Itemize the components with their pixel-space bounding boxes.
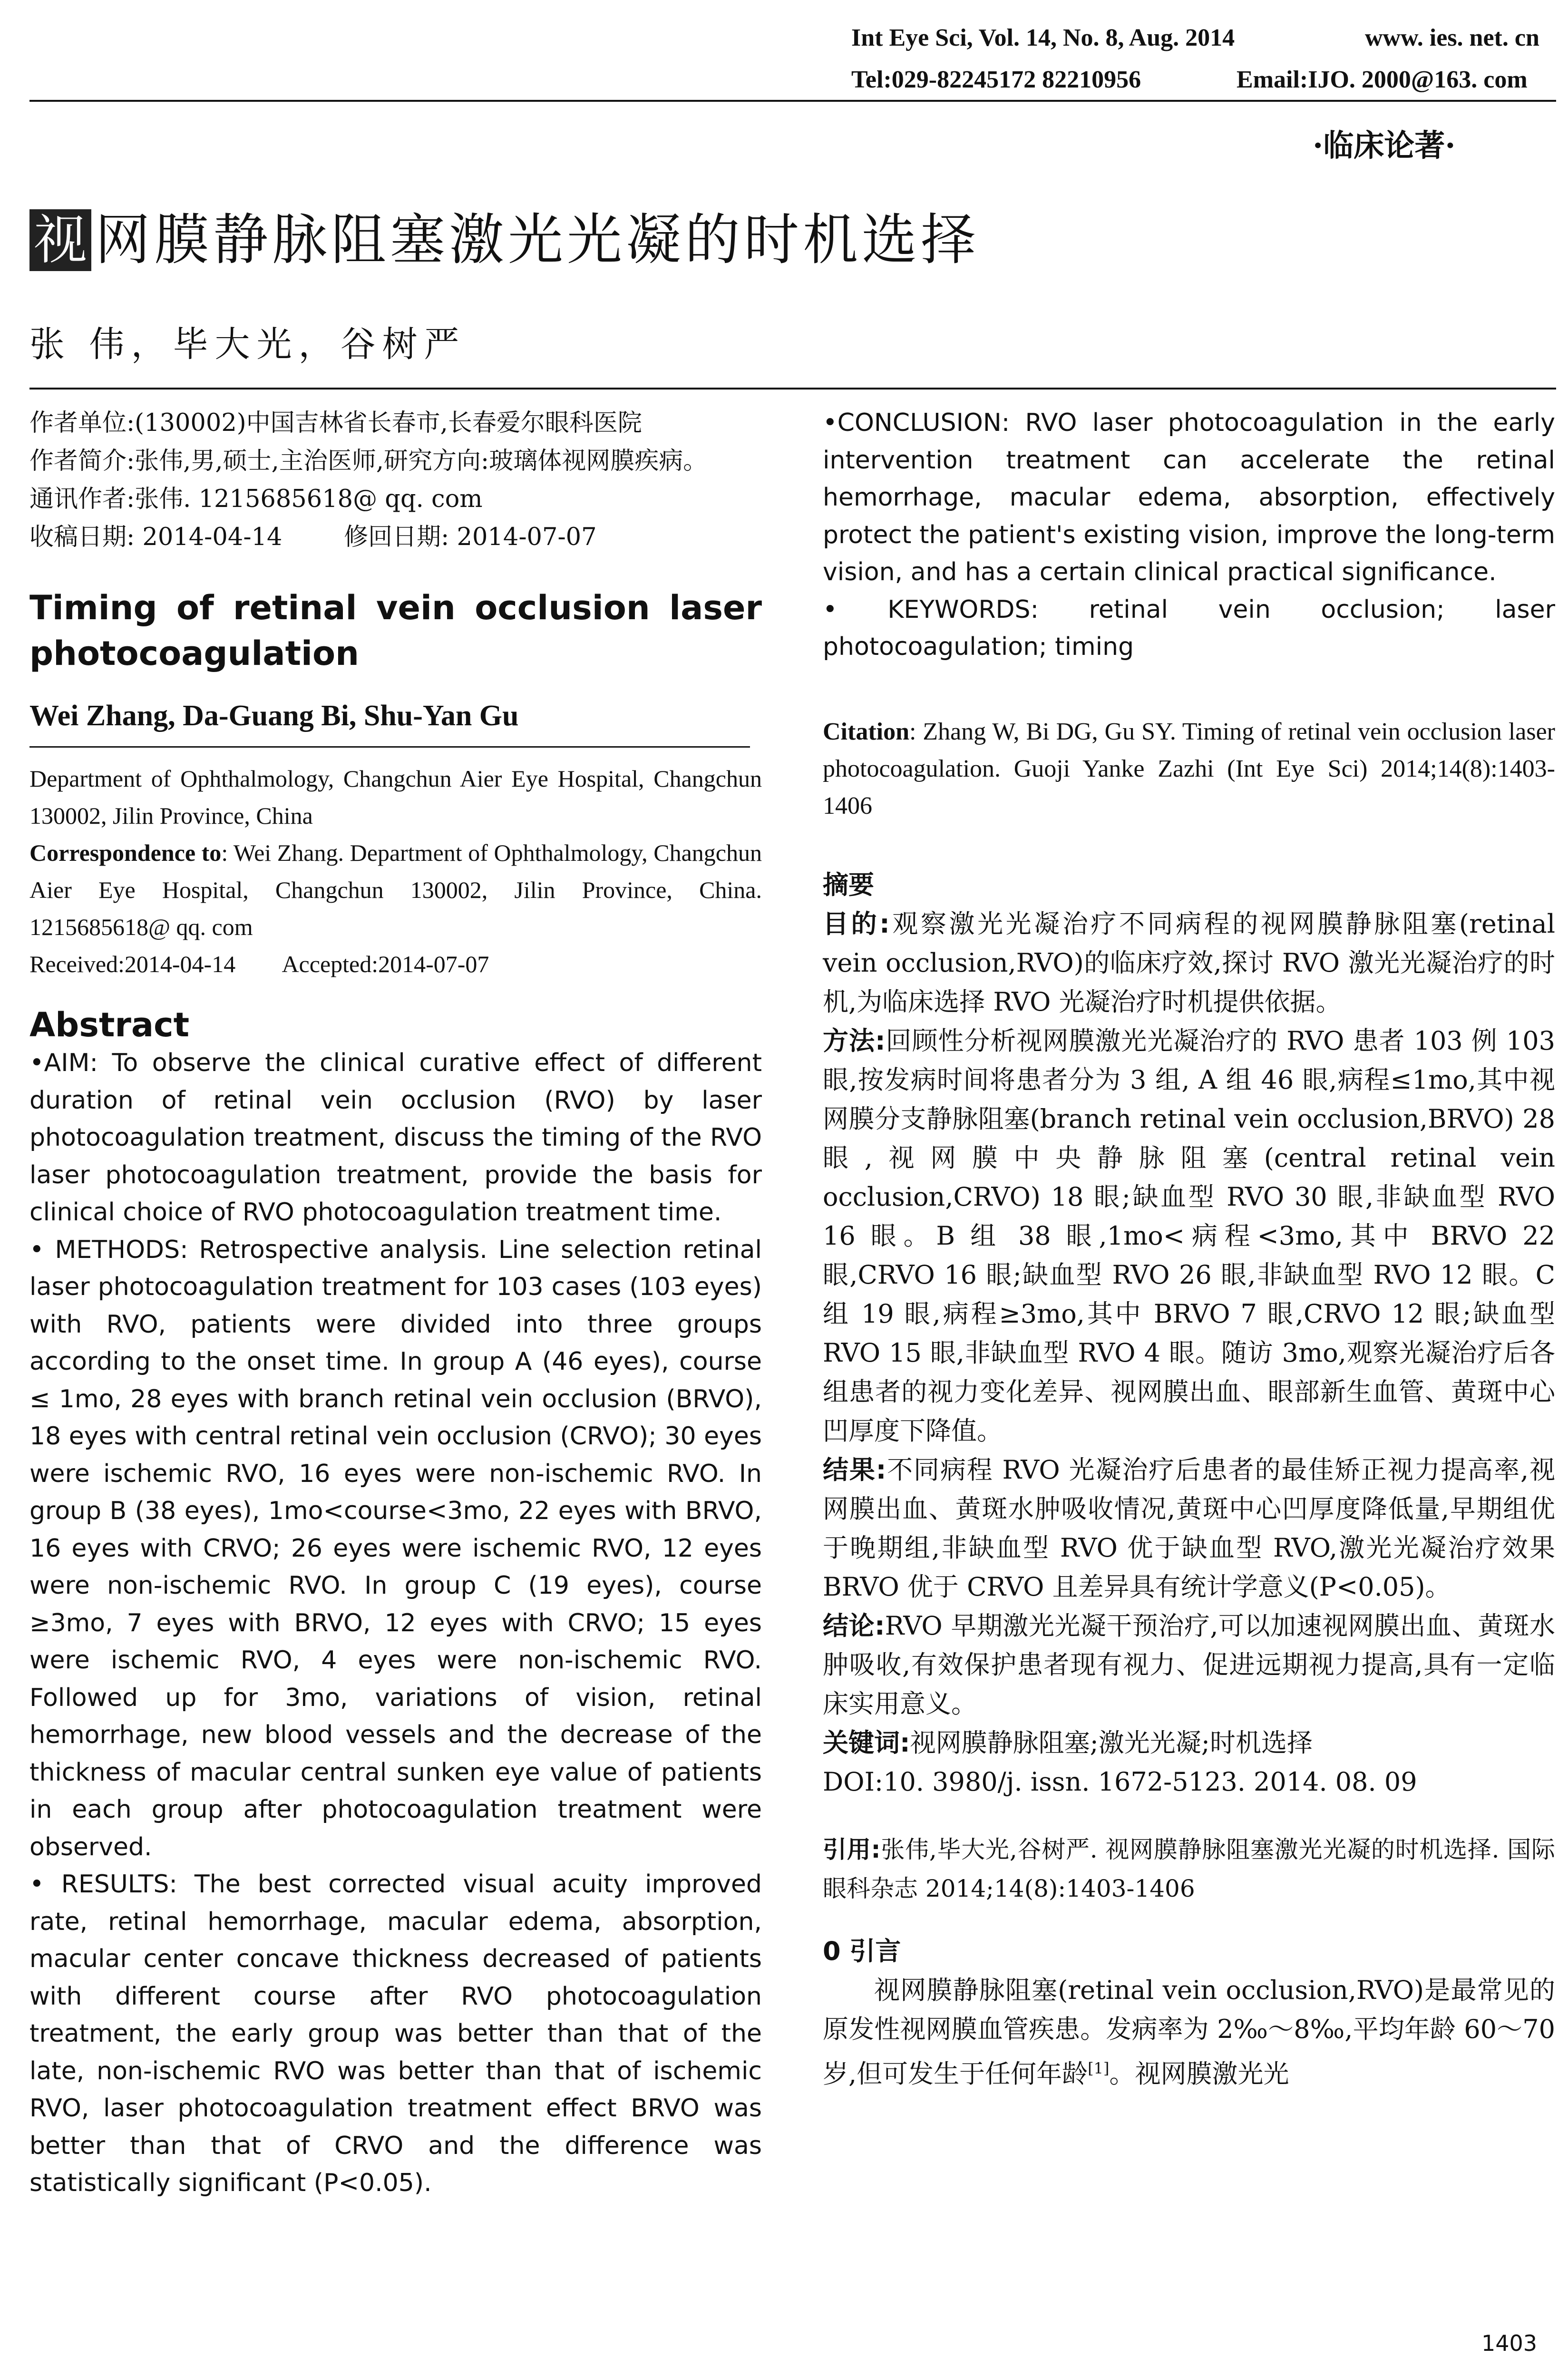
section-tag: ·临床论著·: [1313, 128, 1456, 164]
author-bio-cn: 作者简介:张伟,男,硕士,主治医师,研究方向:玻璃体视网膜疾病。: [29, 447, 708, 475]
header-rule: [29, 100, 1556, 102]
journal-email: Email:IJO. 2000@163. com: [1237, 66, 1528, 93]
abstract-cn-results: [823, 1451, 1555, 1607]
correspondence-text: : Wei Zhang. Department of Ophthalmology, Changchun Aier Eye Hospital, Changchun 130002, Jilin Province, China. 1215685618@ qq. com: [29, 839, 762, 940]
article-title: 网膜静脉阻塞激光光凝的时机选择: [95, 208, 980, 272]
citation-label: Citation: [823, 718, 909, 745]
english-dates: Received:2014-04-14 Accepted:2014-07-07: [29, 951, 489, 977]
abstract-cn-keywords: [823, 1724, 1555, 1763]
methods-text-cn: 回顾性分析视网膜激光光凝治疗的 RVO 患者 103 例 103 眼,按发病时间将患者分为 3 组, A 组 46 眼,病程≤1mo,其中视网膜分支静脉阻塞(branch retinal vein occlusion,BRVO) 28 眼,视网膜中央静脉阻塞(central retinal vein occlusion,CRVO) 18 眼;缺血型 RVO 30 眼,非缺血型 RVO 16 眼。B 组 38 眼,1mo<病程<3mo,其中 BRVO 22 眼,CRVO 16 眼;缺血型 RVO 26 眼,非缺血型 RVO 12 眼。C 组 19 眼,病程≥3mo,其中 BRVO 7 眼,CRVO 12 眼;缺血型 RVO 15 眼,非缺血型 RVO 4 眼。随访 3mo,观察光凝治疗后各组患者的视力变化差异、视网膜出血、眼部新生血管、黄斑中心凹厚度下降值。: [823, 1025, 1555, 1446]
citation-text-cn: 张伟,毕大光,谷树严. 视网膜静脉阻塞激光光凝的时机选择. 国际眼科杂志 2014;14(8):1403-1406: [823, 1835, 1555, 1902]
intro-paragraph: [823, 1971, 1555, 2094]
journal-website: www. ies. net. cn: [1365, 24, 1539, 51]
aim-label-cn: 目的:: [823, 908, 890, 939]
abstract-aim: •AIM: To observe the clinical curative effect of different duration of retinal vein occlusion (RVO) by laser photocoagulation treatment, discuss the timing of the RVO laser photocoagulation treatment, provide the basis for clinical choice of RVO photocoagulation treatment time.: [29, 1049, 762, 1227]
abstract-conclusion: •CONCLUSION: RVO laser photocoagulation in the early intervention treatment can accelerate the retinal hemorrhage, macular edema, absorption, effectively protect the patient's existing vision, improve the long-term vision, and has a certain clinical practical significance.: [823, 409, 1555, 586]
journal-phone: Tel:029-82245172 82210956: [851, 66, 1141, 93]
abstract-results: • RESULTS: The best corrected visual acuity improved rate, retinal hemorrhage, macular edema, absorption, macular center concave thickness decreased of patients with different course after RVO photocoagulation treatment, the early group was better than that of the late, non-ischemic RVO was better than that of ischemic RVO, laser photocoagulation treatment effect BRVO was better than that of CRVO and the difference was statistically significant (P<0.05).: [29, 1870, 762, 2197]
reference-marker: [1]: [1088, 2059, 1110, 2077]
keywords-text-cn: 视网膜静脉阻塞;激光光凝;时机选择: [910, 1727, 1313, 1758]
abstract-keywords: • KEYWORDS: retinal vein occlusion; laser photocoagulation; timing: [823, 595, 1555, 661]
english-authors: Wei Zhang, Da-Guang Bi, Shu-Yan Gu: [29, 700, 519, 732]
english-title: Timing of retinal vein occlusion laser photocoagulation: [29, 588, 762, 673]
english-correspondence: [29, 834, 762, 945]
results-text-cn: 不同病程 RVO 光凝治疗后患者的最佳矫正视力提高率,视网膜出血、黄斑水肿吸收情况,黄斑中心凹厚度降低量,早期组优于晚期组,非缺血型 RVO 优于缺血型 RVO,激光光凝治疗效果 BRVO 优于 CRVO 且差异具有统计学意义(P<0.05)。: [823, 1454, 1555, 1602]
citation-label-cn: 引用:: [823, 1835, 881, 1863]
english-department: Department of Ophthalmology, Changchun Aier Eye Hospital, Changchun 130002, Jilin Province, China: [29, 765, 762, 829]
right-column: [823, 404, 1555, 2094]
title-initial-block: 视: [29, 209, 91, 271]
conclusion-label-cn: 结论:: [823, 1610, 885, 1641]
keywords-label-cn: 关键词:: [823, 1727, 910, 1758]
citation-english: [823, 713, 1555, 825]
journal-issue-line: Int Eye Sci, Vol. 14, No. 8, Aug. 2014: [851, 24, 1235, 51]
abstract-cn-aim: [823, 905, 1555, 1022]
affiliation-cn: 作者单位:(130002)中国吉林省长春市,长春爱尔眼科医院: [29, 409, 642, 437]
dates-cn: 收稿日期: 2014-04-14 修回日期: 2014-07-07: [29, 523, 597, 551]
abstract-methods: • METHODS: Retrospective analysis. Line selection retinal laser photocoagulation treatment for 103 cases (103 eyes) with RVO, patients were divided into three groups according to the onset time. In group A (46 eyes), course ≤ 1mo, 28 eyes with branch retinal vein occlusion (BRVO), 18 eyes with central retinal vein occlusion (CRVO); 30 eyes were ischemic RVO, 16 eyes were non-ischemic RVO. In group B (38 eyes), 1mo<course<3mo, 22 eyes with BRVO, 16 eyes with CRVO; 26 eyes were ischemic RVO, 12 eyes were non-ischemic RVO. In group C (19 eyes), course ≥3mo, 7 eyes with BRVO, 12 eyes with CRVO; 15 eyes were ischemic RVO, 4 eyes were non-ischemic RVO. Followed up for 3mo, variations of vision, retinal hemorrhage, new blood vessels and the decrease of the thickness of macular central sunken eye value of patients in each group after photocoagulation treatment were observed.: [29, 1235, 762, 1861]
left-column: [29, 404, 762, 2202]
abstract-cn-heading: 摘要: [823, 869, 874, 900]
abstract-cn-methods: [823, 1022, 1555, 1451]
methods-label-cn: 方法:: [823, 1025, 886, 1056]
conclusion-text-cn: RVO 早期激光光凝干预治疗,可以加速视网膜出血、黄斑水肿吸收,有效保护患者现有视力、促进远期视力提高,具有一定临床实用意义。: [823, 1610, 1555, 1719]
doi: DOI:10. 3980/j. issn. 1672-5123. 2014. 08. 09: [823, 1766, 1417, 1797]
aim-text-cn: 观察激光光凝治疗不同病程的视网膜静脉阻塞(retinal vein occlusion,RVO)的临床疗效,探讨 RVO 激光光凝治疗的时机,为临床选择 RVO 光凝治疗时机提供依据。: [823, 908, 1555, 1017]
correspondence-cn: 通讯作者:张伟. 1215685618@ qq. com: [29, 485, 483, 513]
results-label-cn: 结果:: [823, 1454, 886, 1485]
abstract-cn-conclusion: [823, 1607, 1555, 1724]
correspondence-label: Correspondence to: [29, 839, 222, 866]
intro-text: 视网膜静脉阻塞(retinal vein occlusion,RVO)是最常见的原发性视网膜血管疾患。发病率为 2‰～8‰,平均年龄 60～70 岁,但可发生于任何年龄: [823, 1975, 1555, 2089]
citation-text: : Zhang W, Bi DG, Gu SY. Timing of retinal vein occlusion laser photocoagulation. Guoji Yanke Zazhi (Int Eye Sci) 2014;14(8):1403-1406: [823, 718, 1555, 819]
authors-chinese: 张 伟，毕大光，谷树严: [29, 324, 466, 365]
citation-chinese: [823, 1830, 1555, 1908]
abstract-heading: Abstract: [29, 1005, 190, 1044]
intro-text-continued: 。视网膜激光光: [1109, 2058, 1289, 2089]
title-rule: [29, 388, 1556, 390]
intro-heading: 0 引言: [823, 1936, 901, 1966]
page-number: 1403: [1481, 2330, 1538, 2356]
